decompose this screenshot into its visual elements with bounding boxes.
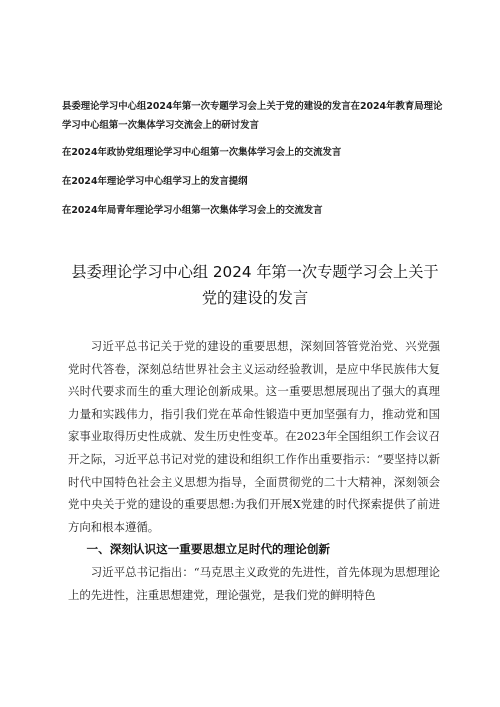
- document-body: [68, 335, 440, 606]
- body-paragraph: 习近平总书记指出：“马克思主义政党的先进性，首先体现为思想理论上的先进性，注重思想建党，理论强党，是我们党的鲜明特色: [68, 564, 440, 602]
- table-of-contents: [62, 97, 448, 230]
- body-paragraph: 习近平总书记关于党的建设的重要思想，深刻回答管党治党、兴党强党时代答卷，深刻总结世界社会主义运动经验教训，是应中华民族伟大复兴时代要求而生的重大理论创新成果。这一重要思想展现出了强大的真理力量和实践伟力，指引我们党在革命性锻造中更加坚强有力，推动党和国家事业取得历史性成就、发生历史性变革。在2023年全国组织工作会议召开之际，习近平总书记对党的建设和组织工作作出重要指示：“要坚持以新时代中国特色社会主义思想为指导，全面贯彻党的二十大精神，深刻领会党中央关于党的建设的重要思想:为我们开展X党建的时代探索提供了前进方向和根本遵循。: [68, 339, 440, 534]
- document-title: 县委理论学习中心组 2024 年第一次专题学习会上关于党的建设的发言: [71, 263, 439, 307]
- section-heading: 一、深刻认识这一重要思想立足时代的理论创新: [86, 542, 331, 557]
- toc-item[interactable]: 在2024年局青年理论学习小组第一次集体学习会上的交流发言: [62, 205, 323, 216]
- toc-item[interactable]: 县委理论学习中心组2024年第一次专题学习会上关于党的建设的发言在2024年教育局理论学习中心组第一次集体学习交流会上的研讨发言: [62, 101, 443, 131]
- toc-item[interactable]: 在2024年理论学习中心组学习上的发言提纲: [62, 176, 248, 187]
- toc-item[interactable]: 在2024年政协党组理论学习中心组第一次集体学习会上的交流发言: [62, 147, 342, 158]
